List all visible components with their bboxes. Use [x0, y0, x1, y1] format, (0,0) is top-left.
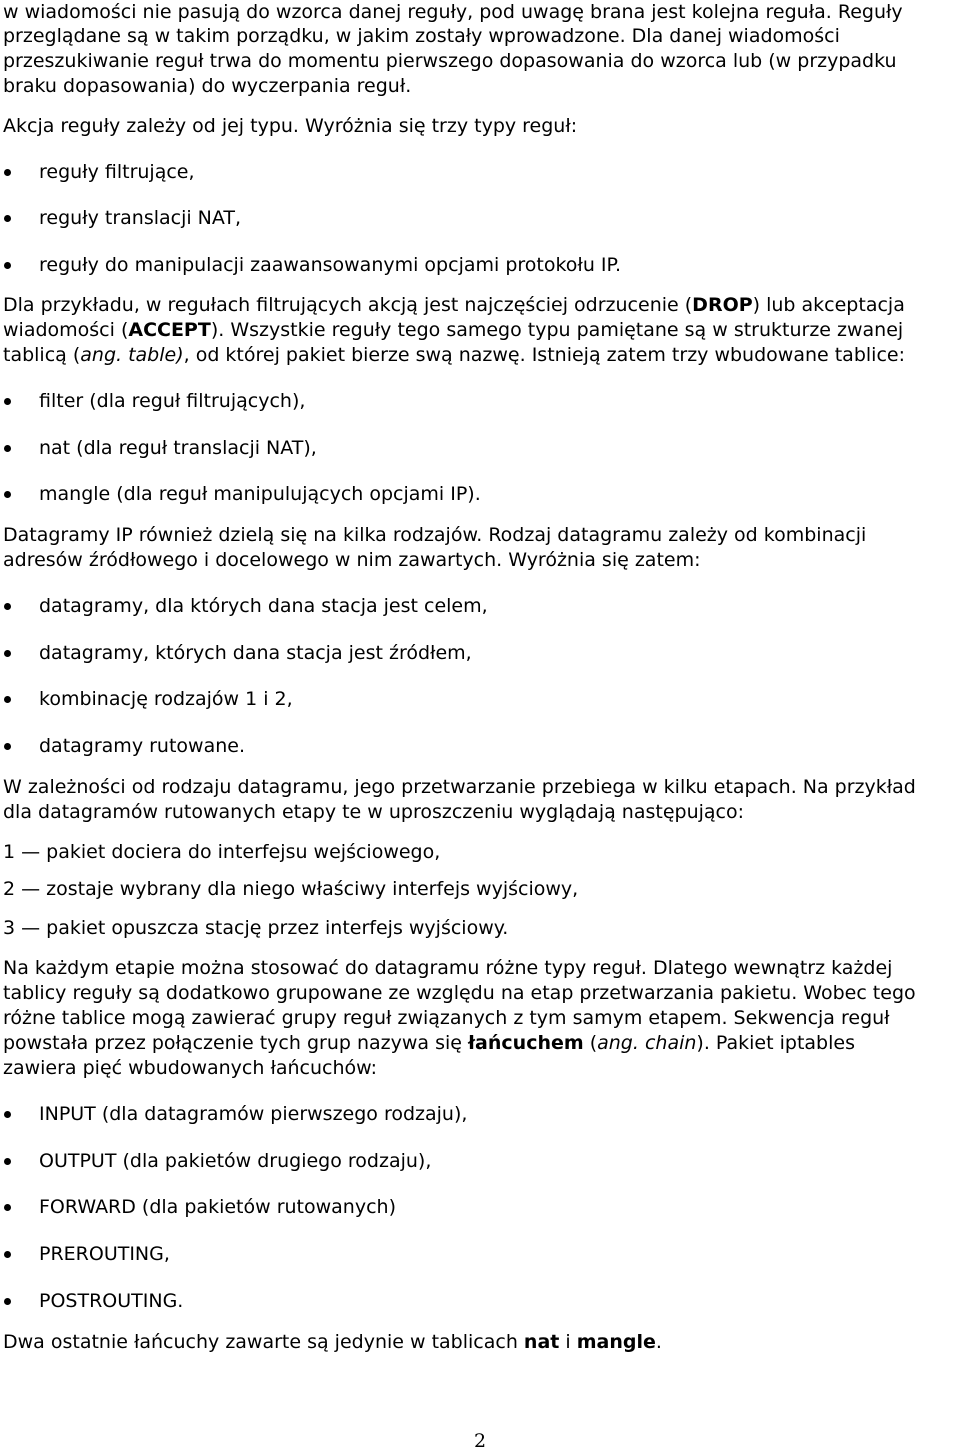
bullet-icon: [4, 1111, 11, 1118]
paragraph-line: przeglądane są w takim porządku, w jakim zostały wprowadzone. Dla danej wiadomości: [3, 25, 840, 47]
list-item: [0, 160, 960, 185]
list-item-text: INPUT (dla datagramów pierwszego rodzaju),: [39, 1103, 468, 1125]
paragraph-line: [3, 293, 956, 318]
paragraph-line: przeszukiwanie reguł trwa do momentu pierwszego dopasowania do wzorca lub (w przypadku: [3, 50, 897, 72]
paragraph-line: tablicy reguły są dodatkowo grupowane ze względu na etap przetwarzania pakietu. Wobec tego: [3, 982, 916, 1004]
text-span: tablicą (: [3, 344, 81, 366]
list-item-text: mangle (dla reguł manipulujących opcjami IP).: [39, 483, 481, 505]
bold-term: nat: [523, 1331, 560, 1353]
list-item-text: FORWARD (dla pakietów rutowanych): [39, 1196, 396, 1218]
paragraph-line: w wiadomości nie pasują do wzorca danej reguły, pod uwagę brana jest kolejna reguła. Reguły: [3, 1, 903, 23]
list-item-text: OUTPUT (dla pakietów drugiego rodzaju),: [39, 1150, 432, 1172]
paragraph-line: adresów źródłowego i docelowego w nim zawartych. Wyróżnia się zatem:: [3, 549, 701, 571]
list-item-text: datagramy, dla których dana stacja jest celem,: [39, 595, 488, 617]
list-item: [0, 253, 960, 278]
list-item-text: datagramy, których dana stacja jest źródłem,: [39, 642, 472, 664]
bold-term: łańcuchem: [468, 1032, 584, 1054]
italic-term: ang. table): [80, 344, 184, 366]
list-item: [0, 1102, 960, 1127]
text-span: wiadomości (: [3, 319, 129, 341]
list-item: [0, 206, 960, 231]
bullet-icon: [4, 262, 11, 269]
bullet-icon: [4, 1251, 11, 1258]
text-span: ). Pakiet iptables: [696, 1032, 855, 1054]
paragraph-line: braku dopasowania) do wyczerpania reguł.: [3, 75, 412, 97]
text-span: Dwa ostatnie łańcuchy zawarte są jedynie w tablicach: [3, 1331, 524, 1353]
bullet-icon: [4, 1158, 11, 1165]
list-item-text: kombinację rodzajów 1 i 2,: [39, 688, 293, 710]
paragraph-line: [3, 1031, 956, 1056]
list-item-text: PREROUTING,: [39, 1243, 170, 1265]
text-span: .: [655, 1331, 662, 1353]
bullet-icon: [4, 398, 11, 405]
paragraph-line: Na każdym etapie można stosować do datagramu różne typy reguł. Dlatego wewnątrz każdej: [3, 957, 893, 979]
list-item: [0, 482, 960, 507]
bullet-icon: [4, 445, 11, 452]
list-item-text: datagramy rutowane.: [39, 735, 245, 757]
bullet-icon: [4, 743, 11, 750]
bold-term: mangle: [576, 1331, 656, 1353]
bullet-icon: [4, 1298, 11, 1305]
step-item: 3 — pakiet opuszcza stację przez interfejs wyjściowy.: [3, 917, 509, 939]
text-span: powstała przez połączenie tych grup nazywa się: [3, 1032, 468, 1054]
paragraph-line: [3, 1330, 956, 1355]
paragraph-line: zawiera pięć wbudowanych łańcuchów:: [3, 1057, 378, 1079]
list-item: [0, 641, 960, 666]
keyword-accept: ACCEPT: [128, 319, 211, 341]
bullet-icon: [4, 491, 11, 498]
list-item: [0, 1195, 960, 1220]
paragraph-line: Datagramy IP również dzielą się na kilka rodzajów. Rodzaj datagramu zależy od kombinacji: [3, 524, 867, 546]
bullet-icon: [4, 696, 11, 703]
text-span: Dla przykładu, w regułach filtrujących akcją jest najczęściej odrzucenie (: [3, 294, 693, 316]
list-item-text: filter (dla reguł filtrujących),: [39, 390, 306, 412]
italic-term: ang. chain: [597, 1032, 697, 1054]
list-item-text: POSTROUTING.: [39, 1290, 184, 1312]
list-item: [0, 594, 960, 619]
list-item-text: reguły translacji NAT,: [39, 207, 242, 229]
list-item: [0, 1242, 960, 1267]
text-span: i: [559, 1331, 577, 1353]
list-item: [0, 1149, 960, 1174]
list-item-text: reguły do manipulacji zaawansowanymi opcjami protokołu IP.: [39, 254, 622, 276]
list-item: [0, 1289, 960, 1314]
keyword-drop: DROP: [692, 294, 753, 316]
list-item-text: reguły filtrujące,: [39, 161, 195, 183]
list-item: [0, 436, 960, 461]
list-item: [0, 687, 960, 712]
bullet-icon: [4, 1204, 11, 1211]
list-item: [0, 389, 960, 414]
paragraph-line: Akcja reguły zależy od jej typu. Wyróżnia się trzy typy reguł:: [3, 115, 578, 137]
page-number: 2: [473, 1430, 487, 1452]
paragraph-line: [3, 343, 956, 368]
text-span: ) lub akceptacja: [752, 294, 905, 316]
paragraph-line: dla datagramów rutowanych etapy te w uproszczeniu wyglądają następująco:: [3, 801, 745, 823]
paragraph-line: [3, 318, 956, 343]
text-span: (: [583, 1032, 598, 1054]
text-span: ). Wszystkie reguły tego samego typu pamiętane są w strukturze zwanej: [210, 319, 904, 341]
step-item: 1 — pakiet dociera do interfejsu wejściowego,: [3, 841, 441, 863]
paragraph-line: różne tablice mogą zawierać grupy reguł związanych z tym samym etapem. Sekwencja reguł: [3, 1007, 890, 1029]
bullet-icon: [4, 603, 11, 610]
bullet-icon: [4, 215, 11, 222]
step-item: 2 — zostaje wybrany dla niego właściwy interfejs wyjściowy,: [3, 878, 579, 900]
paragraph-line: W zależności od rodzaju datagramu, jego przetwarzanie przebiega w kilku etapach. Na przykład: [3, 776, 916, 798]
list-item-text: nat (dla reguł translacji NAT),: [39, 437, 317, 459]
text-span: , od której pakiet bierze swą nazwę. Istnieją zatem trzy wbudowane tablice:: [183, 344, 905, 366]
list-item: [0, 734, 960, 759]
bullet-icon: [4, 650, 11, 657]
bullet-icon: [4, 169, 11, 176]
